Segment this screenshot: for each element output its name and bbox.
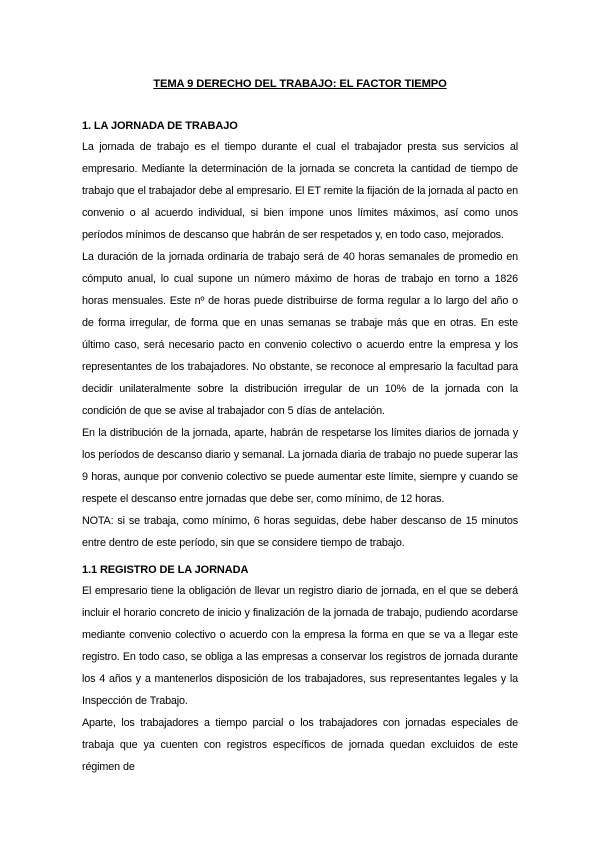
section-heading-jornada: 1. LA JORNADA DE TRABAJO — [82, 120, 238, 132]
note-paragraph: NOTA: si se trabaja, como mínimo, 6 horas seguidas, debe haber descanso de 15 minutos entre dentro de este período, sin que se considere tiempo de trabajo. — [82, 515, 518, 549]
paragraph: Aparte, los trabajadores a tiempo parcial o los trabajadores con jornadas especiales de trabaja que ya cuenten con registros específicos de jornada quedan excluidos de este régimen de — [82, 717, 518, 773]
document-title: TEMA 9 DERECHO DEL TRABAJO: EL FACTOR TIEMPO — [153, 78, 447, 90]
section-spacer — [82, 554, 518, 564]
paragraph: La duración de la jornada ordinaria de trabajo será de 40 horas semanales de promedio en cómputo anual, lo cual supone un número máximo de horas de trabajo en torno a 1826 horas mensuales. Este nº de horas puede distribuirse de forma regular a lo largo del año o de forma irregular, de forma que en unas semanas se trabaje más que en otras. En este último caso, será necesario pacto en convenio colectivo o acuerdo entre la empresa y los representantes de los trabajadores. No obstante, se reconoce al empresario la facultad para decidir unilateralmente sobre la distribución irregular de un 10% de la jornada con la condición de que se avise al trabajador con 5 días de antelación. — [82, 251, 518, 417]
paragraph: La jornada de trabajo es el tiempo durante el cual el trabajador presta sus servicios al empresario. Mediante la determinación de la jornada se concreta la cantidad de tiempo de trabajo que el trabajador debe al empresario. El ET remite la fijación de la jornada al pacto en convenio o al acuerdo individual, si bien impone unos límites máximos, así como unos períodos mínimos de descanso que habrán de ser respetados y, en todo caso, mejorados. — [82, 141, 518, 241]
paragraph: El empresario tiene la obligación de llevar un registro diario de jornada, en el que se deberá incluir el horario concreto de inicio y finalización de la jornada de trabajo, pudiendo acordarse mediante convenio colectivo o acuerdo con la empresa la forma en que se va a llegar este registro. En todo caso, se obliga a las empresas a conservar los registros de jornada durante los 4 años y a mantenerlos disposición de los trabajadores, sus representantes legales y la Inspección de Trabajo. — [82, 585, 518, 707]
paragraph: En la distribución de la jornada, aparte, habrán de respetarse los límites diarios de jornada y los períodos de descanso diario y semanal. La jornada diaria de trabajo no puede superar las 9 horas, aunque por convenio colectivo se puede aumentar este límite, siempre y cuando se respete el descanso entre jornadas que debe ser, como mínimo, de 12 horas. — [82, 427, 518, 505]
section-heading-registro: 1.1 REGISTRO DE LA JORNADA — [82, 564, 249, 576]
